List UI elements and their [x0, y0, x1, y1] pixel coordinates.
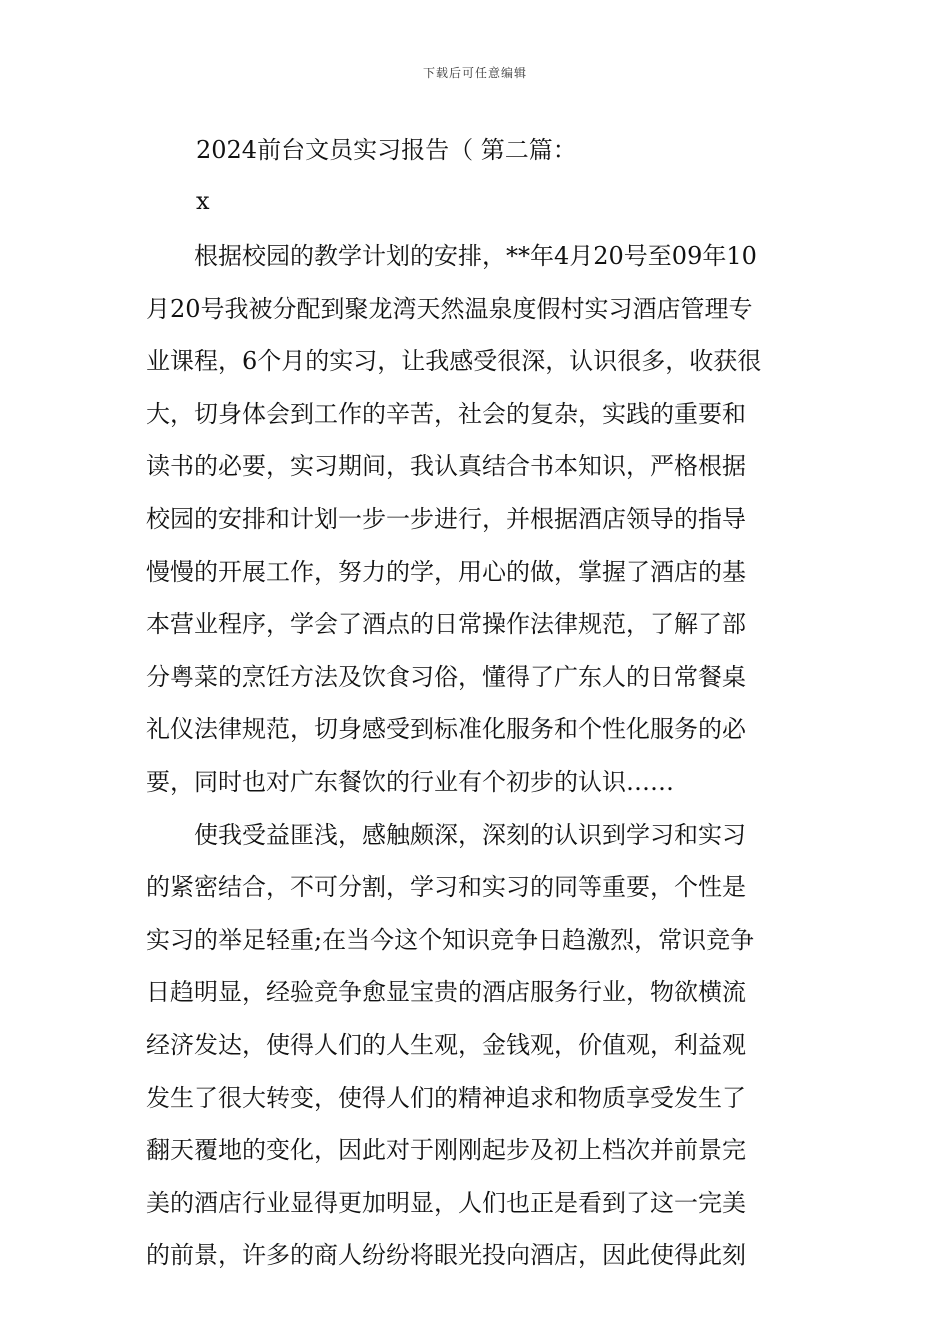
text-line: 的紧密结合，不可分割，学习和实习的同等重要，个性是: [146, 873, 746, 902]
text-line: 发生了很大转变，使得人们的精神追求和物质享受发生了: [146, 1083, 746, 1112]
text-line: 读书的必要，实习期间，我认真结合书本知识，严格根据: [146, 452, 746, 481]
text-line: 月20号我被分配到聚龙湾天然温泉度假村实习酒店管理专: [146, 294, 753, 323]
text-line: 翻天覆地的变化，因此对于刚刚起步及初上档次并前景完: [146, 1136, 746, 1165]
text-line: 大，切身体会到工作的辛苦，社会的复杂，实践的重要和: [146, 399, 746, 428]
text-line: 根据校园的教学计划的安排，**年4月20号至09年10: [146, 242, 757, 270]
text-line: 业课程，6个月的实习，让我感受很深，认识很多，收获很: [146, 347, 762, 376]
header-note: 下载后可任意编辑: [422, 66, 527, 80]
document-subtitle: x: [196, 187, 210, 215]
text-line: 美的酒店行业显得更加明显，人们也正是看到了这一完美: [146, 1188, 746, 1217]
text-line: 要，同时也对广东餐饮的行业有个初步的认识……: [146, 767, 674, 796]
text-line: 的前景，许多的商人纷纷将眼光投向酒店，因此使得此刻: [146, 1241, 746, 1270]
text-line: 分粤菜的烹饪方法及饮食习俗，懂得了广东人的日常餐桌: [146, 662, 746, 691]
text-line: 实习的举足轻重;在当今这个知识竞争日趋激烈，常识竞争: [146, 925, 755, 954]
body-text: [146, 230, 808, 1282]
text-line: 校园的安排和计划一步一步进行，并根据酒店领导的指导: [146, 504, 746, 533]
text-line: 礼仪法律规范，切身感受到标准化服务和个性化服务的必: [146, 715, 746, 744]
text-line: 经济发达，使得人们的人生观，金钱观，价值观，利益观: [146, 1030, 746, 1059]
text-line: 本营业程序，学会了酒点的日常操作法律规范，了解了部: [146, 610, 746, 639]
text-line: 慢慢的开展工作，努力的学，用心的做，掌握了酒店的基: [146, 557, 746, 586]
text-line: 日趋明显，经验竞争愈显宝贵的酒店服务行业，物欲横流: [146, 978, 746, 1007]
document-title: 2024前台文员实习报告（ 第二篇：: [196, 136, 577, 164]
text-line: 使我受益匪浅，感触颇深，深刻的认识到学习和实习: [146, 820, 746, 849]
